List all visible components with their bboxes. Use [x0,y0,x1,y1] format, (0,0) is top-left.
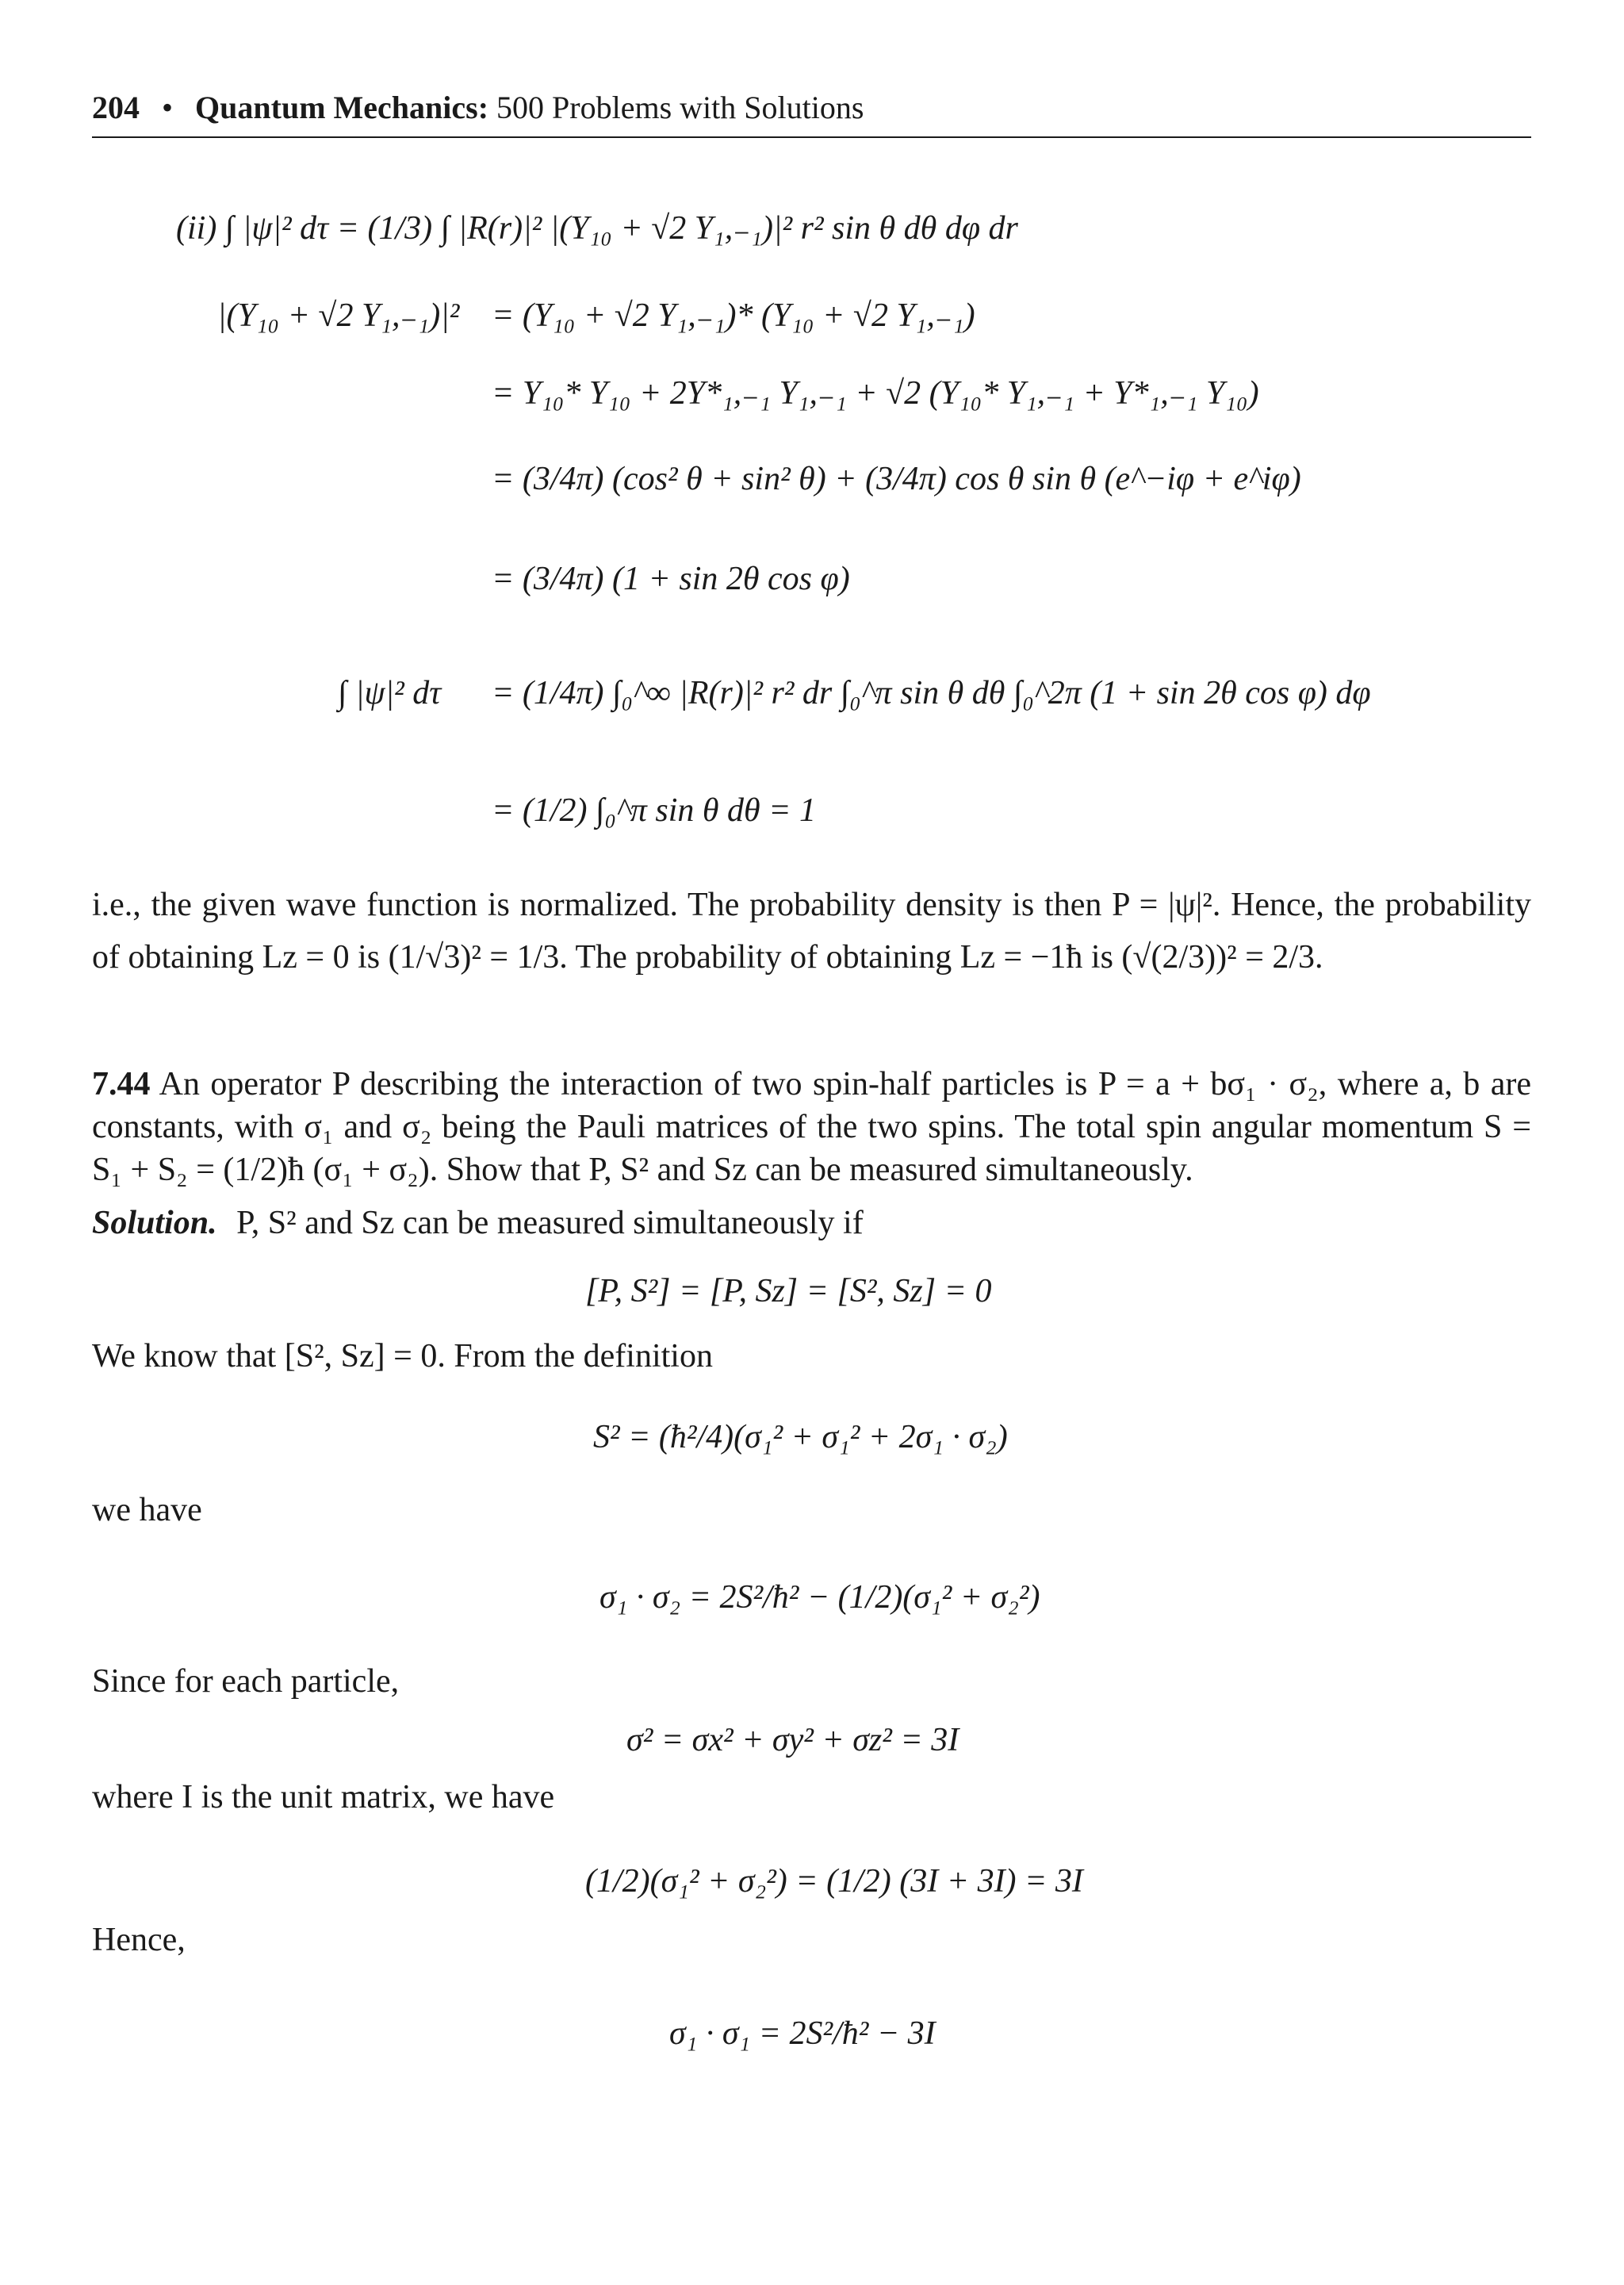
equation-commutators: [P, S²] = [P, Sz] = [S², Sz] = 0 [585,1273,992,1309]
text-hence: Hence, [92,1922,186,1958]
text-we-have: we have [92,1492,202,1528]
equation-s-squared: S² = (ħ²/4)(σ₁² + σ₁² + 2σ₁ · σ₂) [593,1419,1008,1455]
solution-label: Solution. [92,1205,217,1241]
text-where: where I is the unit matrix, we have [92,1779,555,1815]
derivation-line-7: = (1/2) ∫₀^π sin θ dθ = 1 [492,792,816,829]
problem-statement: An operator P describing the interaction of two spin-half particles is P = a + bσ₁ · σ₂, where a, b are constants, with σ₁ and σ₂ being the Pauli matrices of the two spins. The total spin angular momentum S = S₁ + S₂ = (1/2)ħ (σ₁ + σ₂). Show that P, S² and Sz can be measured simultaneously. [92,1066,1532,1188]
text-since: Since for each particle, [92,1663,400,1700]
derivation-line-5: = (3/4π) (1 + sin 2θ cos φ) [492,561,850,597]
header-bullet: • [162,90,174,125]
equation-half-sum: (1/2)(σ₁² + σ₂²) = (1/2) (3I + 3I) = 3I [585,1863,1083,1900]
derivation-line-3: = Y₁₀* Y₁₀ + 2Y*₁,₋₁ Y₁,₋₁ + √2 (Y₁₀* Y₁,₋₁ + Y*₁,₋₁ Y₁₀) [492,375,1259,412]
problem-7-44 [92,1063,1531,1191]
header-rule [92,136,1531,138]
page-number: 204 [92,90,140,125]
derivation-line-2-lhs: |(Y₁₀ + √2 Y₁,₋₁)|² [217,297,460,334]
derivation-line-2-rhs: = (Y₁₀ + √2 Y₁,₋₁)* (Y₁₀ + √2 Y₁,₋₁) [492,297,975,334]
equation-sigma-dot: σ₁ · σ₂ = 2S²/ħ² − (1/2)(σ₁² + σ₂²) [599,1579,1040,1616]
solution-line [92,1204,864,1242]
equation-result: σ₁ · σ₁ = 2S²/ħ² − 3I [669,2015,936,2052]
book-subtitle: 500 Problems with Solutions [488,90,864,125]
derivation-line-1: (ii) ∫ |ψ|² dτ = (1/3) ∫ |R(r)|² |(Y₁₀ + √2 Y₁,₋₁)|² r² sin θ dθ dφ dr [176,210,1018,247]
book-title: Quantum Mechanics: [195,90,489,125]
derivation-line-6-rhs: = (1/4π) ∫₀^∞ |R(r)|² r² dr ∫₀^π sin θ dθ ∫₀^2π (1 + sin 2θ cos φ) dφ [492,675,1371,711]
running-header [92,89,864,126]
problem-number: 7.44 [92,1066,151,1102]
text-we-know: We know that [S², Sz] = 0. From the definition [92,1338,713,1374]
derivation-line-4: = (3/4π) (cos² θ + sin² θ) + (3/4π) cos θ sin θ (e^−iφ + e^iφ) [492,461,1301,497]
paragraph-normalization: i.e., the given wave function is normalized. The probability density is then P = |ψ|². Hence, the probability of obtaining Lz = 0 is (1/√3)² = 1/3. The probability of obtaining Lz = −1ħ is (√(2/3))² = 2/3. [92,887,1531,976]
equation-sigma-squared: σ² = σx² + σy² + σz² = 3I [626,1722,959,1758]
derivation-line-6-lhs: ∫ |ψ|² dτ [338,675,442,711]
solution-text: P, S² and Sz can be measured simultaneously if [236,1205,864,1241]
